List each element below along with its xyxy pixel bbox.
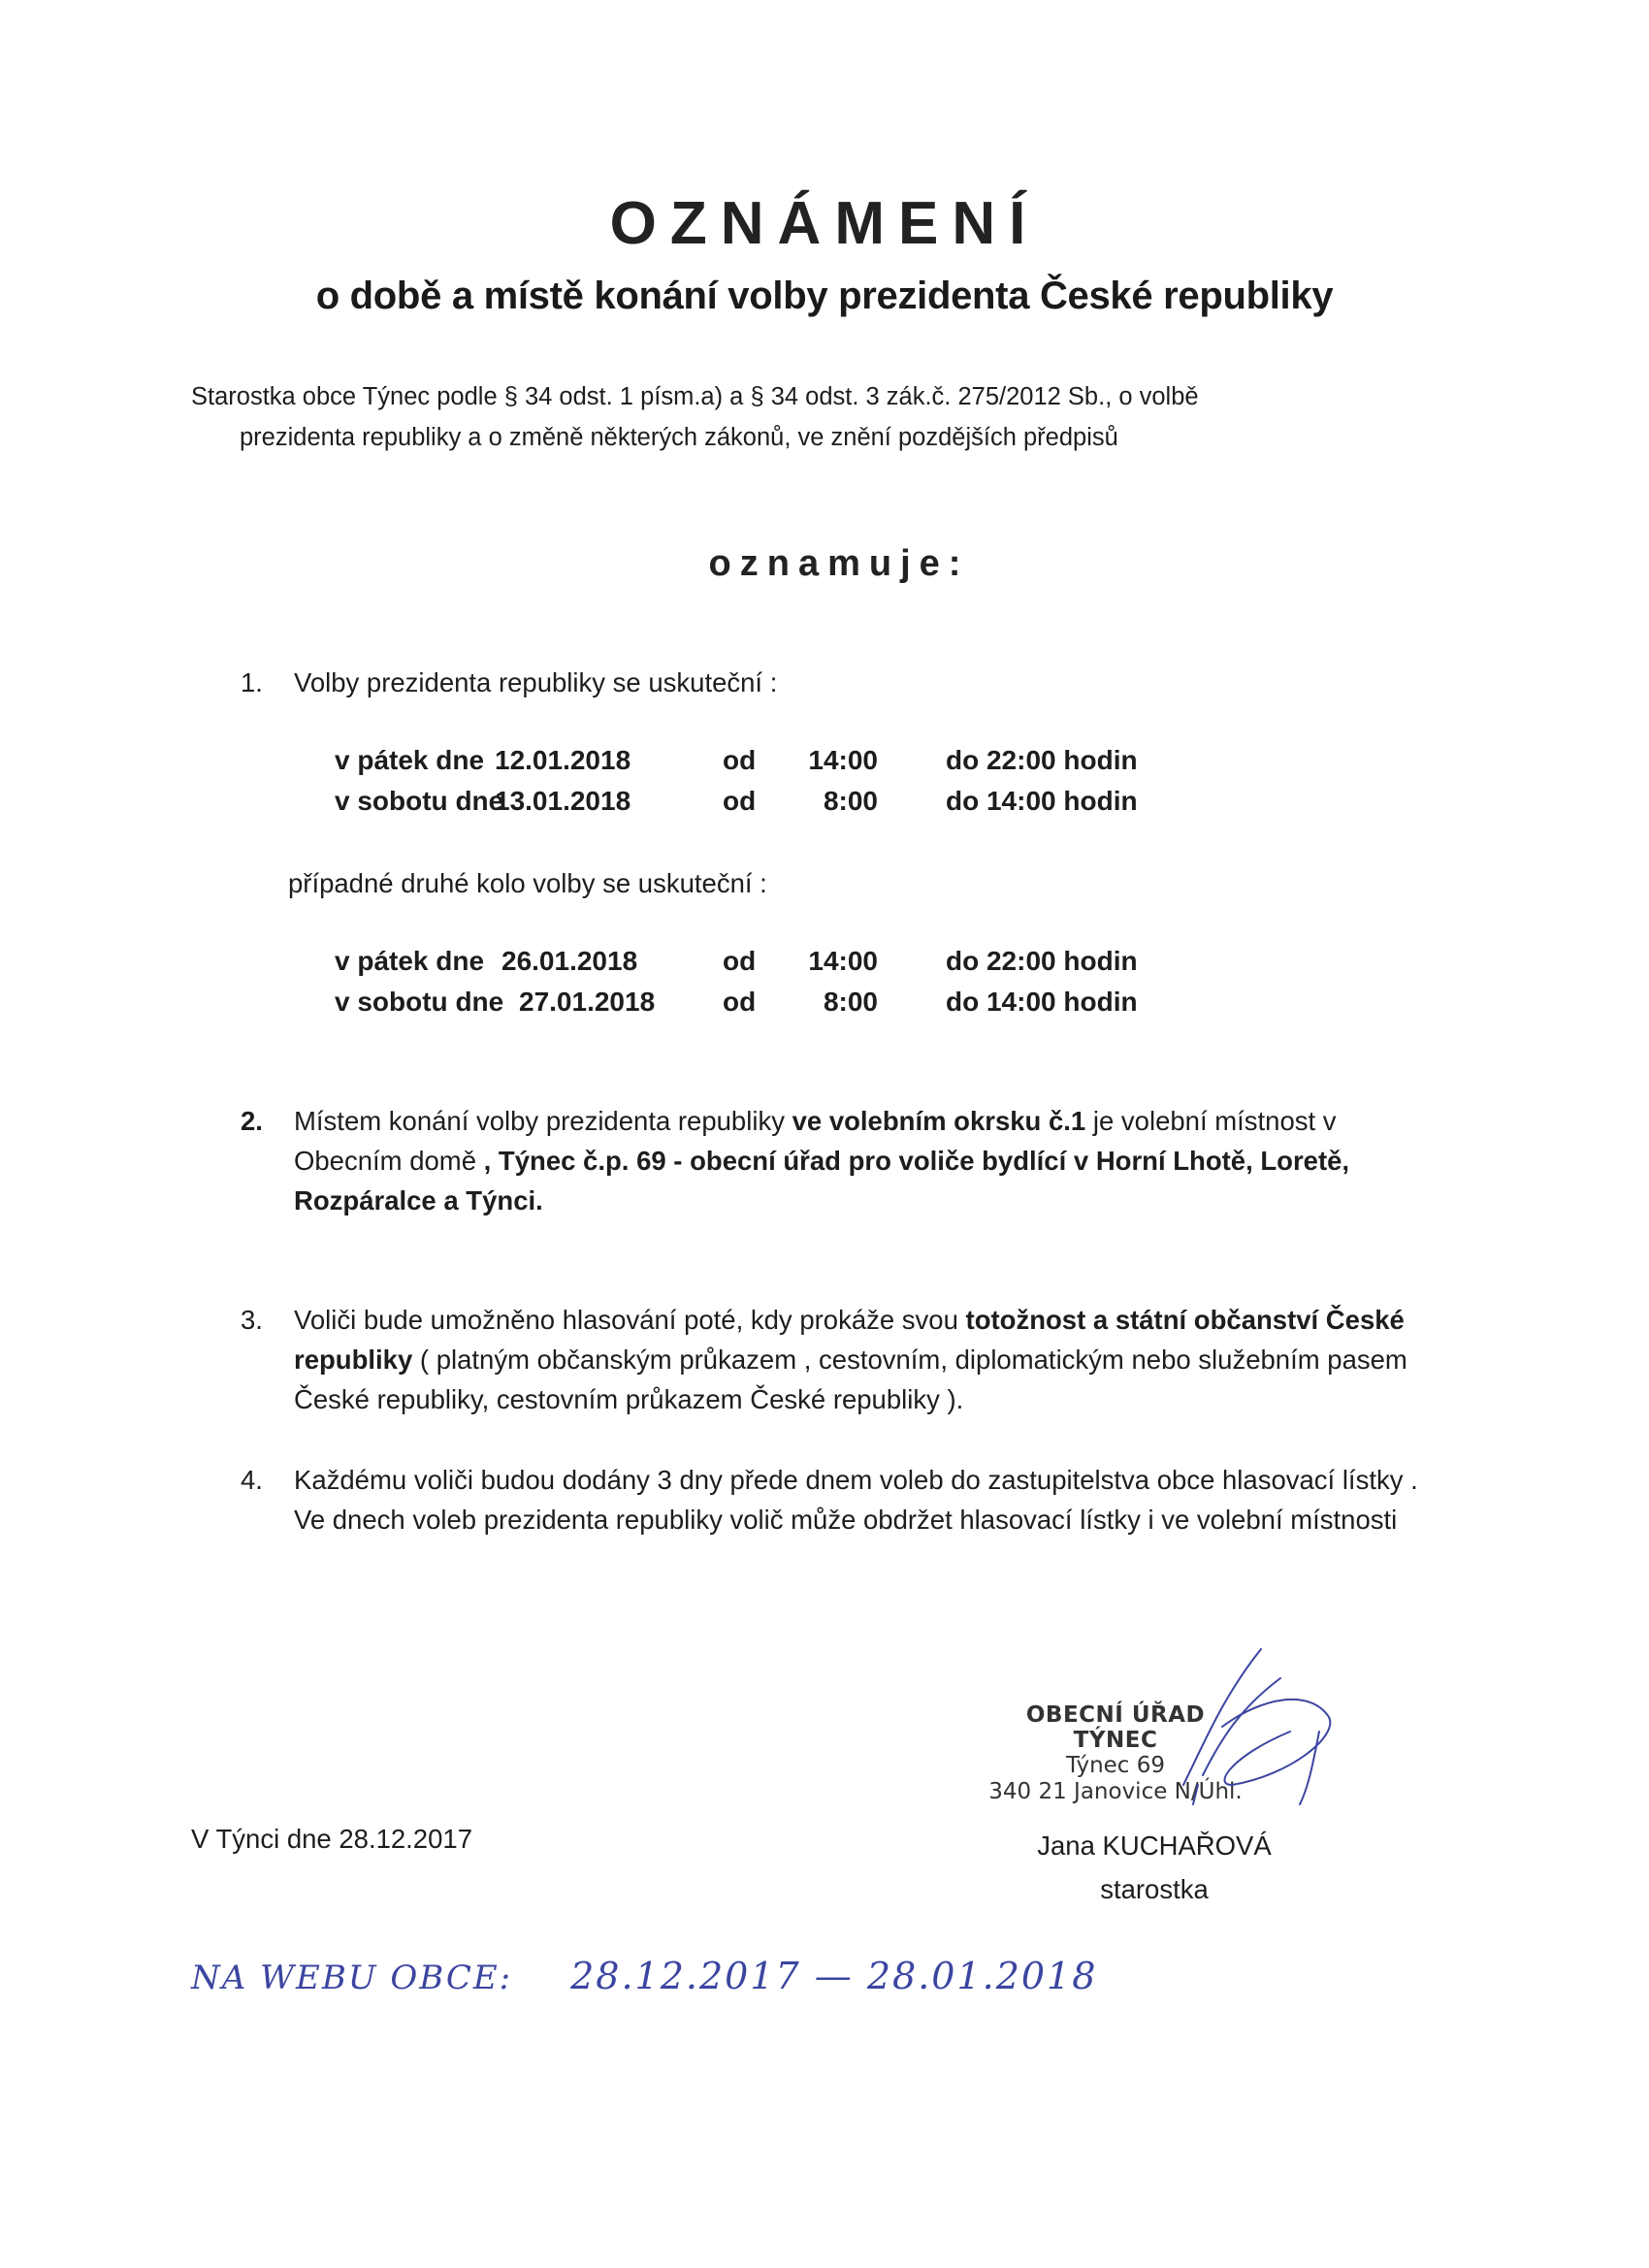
to-time: do 22:00 hodin [946, 946, 1138, 976]
signer [1018, 1824, 1290, 1911]
handwritten-signature [1145, 1639, 1358, 1814]
schedule-row [335, 786, 1208, 826]
intro-line-1: Starostka obce Týnec podle § 34 odst. 1 písm.a) a § 34 odst. 3 zák.č. 275/2012 Sb., o volbě [191, 383, 1199, 410]
date: 13.01.2018 [495, 786, 631, 816]
from-label: od [723, 786, 757, 816]
item-text [294, 1101, 1434, 1220]
stamp-postcode: 340 21 Janovice N/Úhl. [988, 1779, 1243, 1804]
item-text: Každému voliči budou dodány 3 dny přede dnem voleb do zastupitelstva obce hlasovací lístky . Ve dnech voleb prezidenta republiky volič může obdržet hlasovací lístky i ve volební místnosti [294, 1465, 1418, 1535]
signer-role: starostka [1100, 1874, 1209, 1904]
item-number: 1. [241, 667, 263, 697]
handwritten-label: NA WEBU OBCE: [191, 1959, 513, 1997]
item-3-bold-1: totožnost a státní občanství České republiky [294, 1305, 1405, 1375]
handwritten-note [191, 1955, 1097, 1997]
signer-name: Jana KUCHAŘOVÁ [1037, 1831, 1272, 1861]
item-text [294, 1300, 1434, 1419]
day: v sobotu dne [335, 987, 504, 1017]
stamp-office-name: OBECNÍ ÚŘAD TÝNEC [1025, 1702, 1206, 1753]
from-label: od [723, 987, 757, 1017]
item-3 [241, 1300, 1434, 1419]
day: v pátek dne [335, 745, 485, 775]
from-time: 8:00 [823, 987, 878, 1017]
document-title: OZNÁMENÍ [609, 190, 1040, 257]
day: v pátek dne [335, 946, 485, 976]
handwritten-date-range: 28.12.2017 — 28.01.2018 [570, 1955, 1098, 1997]
day: v sobotu dne [335, 786, 504, 816]
to-time: do 22:00 hodin [946, 745, 1138, 775]
from-time: 14:00 [808, 946, 878, 976]
item-text: Volby prezidenta republiky se uskuteční : [294, 667, 778, 697]
item-2-bold-1: ve volebním okrsku č.1 [792, 1106, 1086, 1136]
date: 12.01.2018 [495, 745, 631, 775]
intro-line-2: prezidenta republiky a o změně některých zákonů, ve znění pozdějších předpisů [240, 424, 1118, 451]
item-4 [241, 1460, 1434, 1539]
item-1 [241, 667, 777, 698]
from-label: od [723, 745, 757, 775]
from-time: 8:00 [823, 786, 878, 816]
item-3-text-1: Voliči bude umožněno hlasování poté, kdy prokáže svou [294, 1305, 966, 1335]
from-label: od [723, 946, 757, 976]
date: 27.01.2018 [519, 987, 656, 1017]
document-subtitle: o době a místě konání volby prezidenta České republiky [315, 275, 1334, 317]
from-time: 14:00 [808, 745, 878, 775]
place-and-date: V Týnci dne 28.12.2017 [191, 1824, 472, 1854]
announce-heading: oznamuje: [708, 543, 970, 584]
date: 26.01.2018 [501, 946, 638, 976]
to-time: do 14:00 hodin [946, 786, 1138, 816]
item-3-text-2: ( platným občanským průkazem , cestovním, diplomatickým nebo služebním pasem České republiky, cestovním průkazem České republiky ). [294, 1345, 1407, 1414]
schedule-row [335, 987, 1208, 1027]
item-2-bold-2: , Týnec č.p. 69 - obecní úřad pro voliče bydlící v Horní Lhotě, Loretě, Rozpáralce a Týnci. [294, 1146, 1350, 1215]
stamp-address: Týnec 69 [1065, 1753, 1166, 1778]
schedule-row [335, 745, 1208, 786]
item-2-text-2: je volební místnost v Obecním domě [294, 1106, 1337, 1176]
item-2-text-1: Místem konání volby prezidenta republiky [294, 1106, 792, 1136]
to-time: do 14:00 hodin [946, 987, 1138, 1017]
item-number: 4. [241, 1465, 263, 1495]
schedule-row [335, 946, 1208, 987]
item-number: 2. [241, 1106, 263, 1136]
item-2 [241, 1101, 1434, 1220]
schedule-first-round [335, 745, 1208, 826]
item-number: 3. [241, 1305, 263, 1335]
schedule-second-round [335, 946, 1208, 1027]
second-round-text: případné druhé kolo volby se uskuteční : [288, 868, 767, 898]
